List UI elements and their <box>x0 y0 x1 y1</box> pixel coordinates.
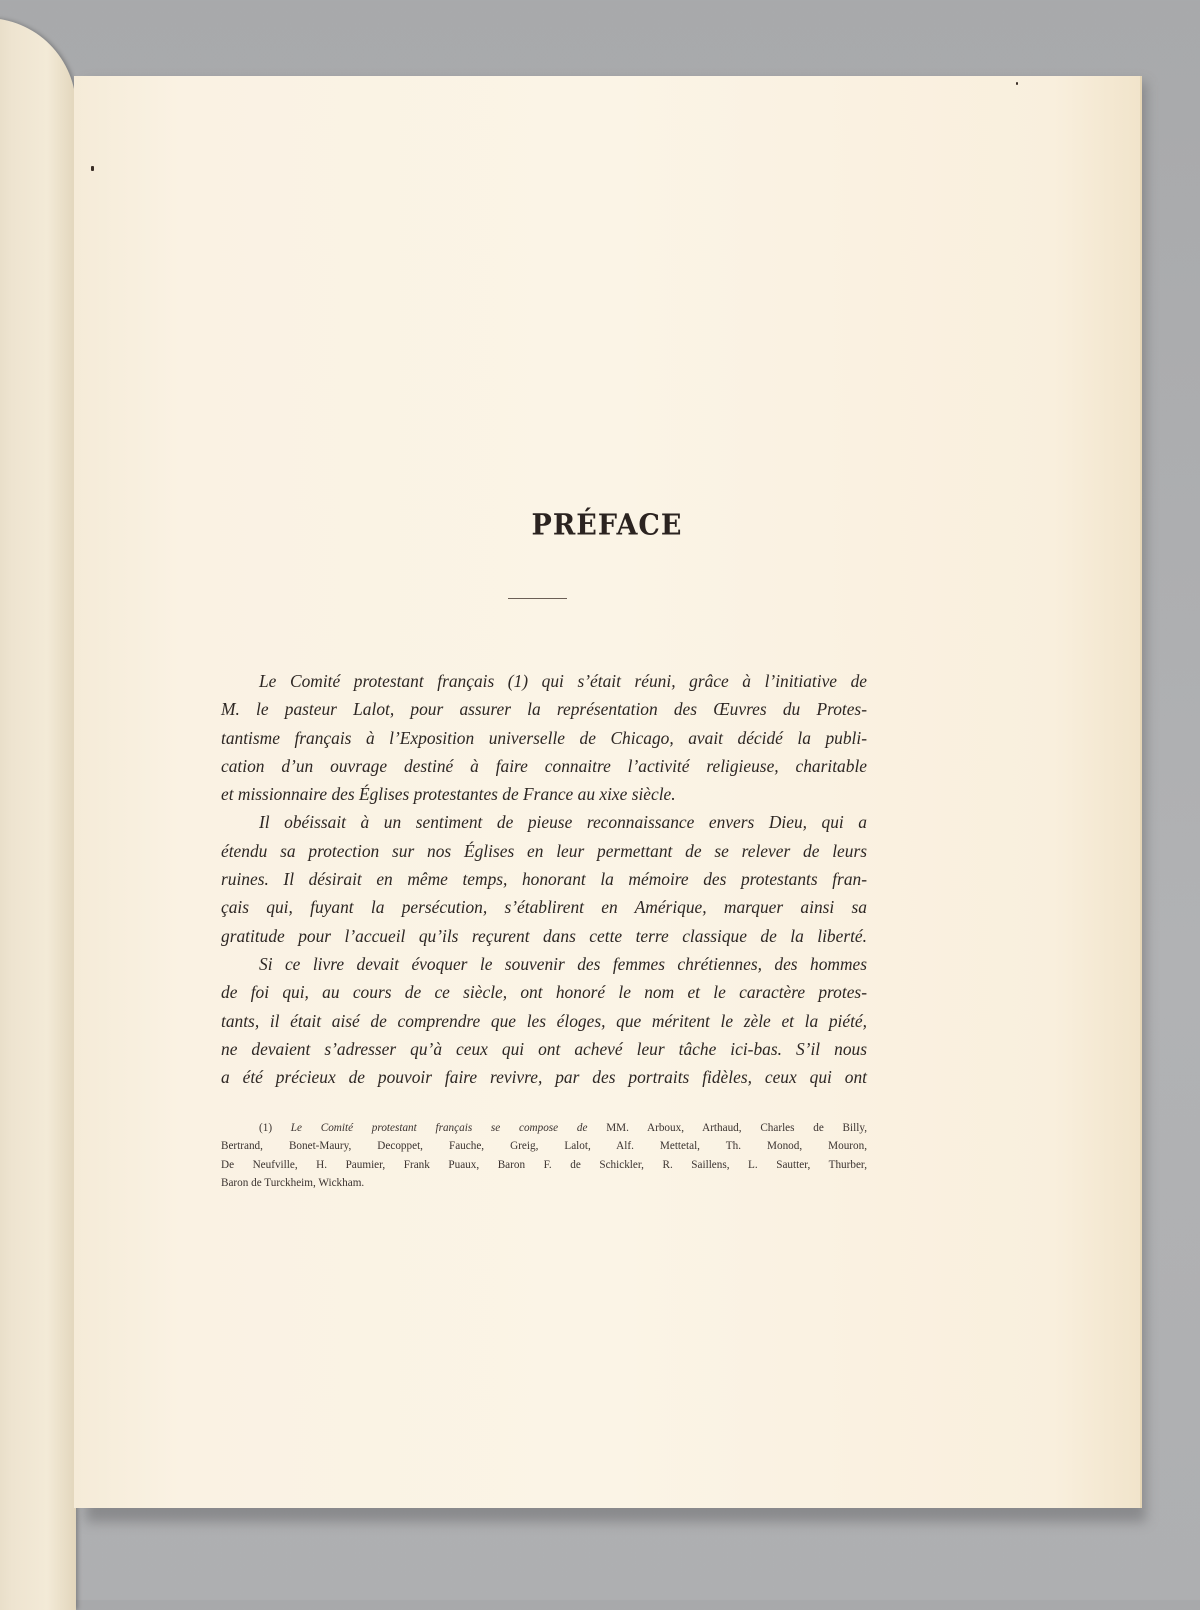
book-page <box>74 76 1142 1508</box>
left-book-leaf <box>0 18 76 1610</box>
page-title: PRÉFACE <box>531 508 683 543</box>
footnote-line <box>221 1119 867 1137</box>
text-line: Le Comité protestant français (1) qui s’était réuni, grâce à l’initiative de <box>259 671 867 691</box>
text-line: cation d’un ouvrage destiné à faire connaitre l’activité religieuse, charitable <box>221 755 867 776</box>
text-line: gratitude pour l’accueil qu’ils reçurent dans cette terre classique de la liberté. <box>221 925 867 946</box>
text-line: ruines. Il désirait en même temps, honorant la mémoire des protestants fran- <box>221 869 867 890</box>
footnote-names: MM. Arboux, Arthaud, Charles de Billy, <box>606 1122 867 1134</box>
text-line: a été précieux de pouvoir faire revivre, par des portraits fidèles, ceux qui ont <box>221 1067 867 1088</box>
preface-body <box>221 667 867 1091</box>
text-line: M. le pasteur Lalot, pour assurer la représentation des Œuvres du Protes- <box>221 699 867 720</box>
text-line: Si ce livre devait évoquer le souvenir des femmes chrétiennes, des hommes <box>259 953 867 974</box>
text-line: tants, il était aisé de comprendre que les éloges, que méritent le zèle et la piété, <box>221 1010 867 1031</box>
text-line: de foi qui, au cours de ce siècle, ont honoré le nom et le caractère protes- <box>221 982 867 1003</box>
paper-speck <box>91 166 94 171</box>
text-line: Il obéissait à un sentiment de pieuse reconnaissance envers Dieu, qui a <box>259 812 867 833</box>
footnote-note: Le Comité protestant français se compose de <box>290 1122 588 1134</box>
text-line: tantisme français à l’Exposition universelle de Chicago, avait décidé la publi- <box>221 727 867 748</box>
text-line: ne devaient s’adresser qu’à ceux qui ont achevé leur tâche ici-bas. S’il nous <box>221 1038 867 1059</box>
text-line: et missionnaire des Églises protestantes de France au xixe siècle. <box>221 784 676 805</box>
paper-speck <box>1016 82 1018 85</box>
text-line: étendu sa protection sur nos Églises en leur permettant de se relever de leurs <box>221 840 867 861</box>
title-divider <box>508 598 567 599</box>
footnote-line: Bertrand, Bonet-Maury, Decoppet, Fauche, Greig, Lalot, Alf. Mettetal, Th. Monod, Mouron, <box>221 1140 867 1153</box>
text-line: çais qui, fuyant la persécution, s’établirent en Amérique, marquer ainsi sa <box>221 897 867 918</box>
footnote <box>221 1119 867 1192</box>
footnote-line: Baron de Turckheim, Wickham. <box>221 1176 365 1189</box>
footnote-marker: (1) <box>259 1122 273 1134</box>
footnote-line: De Neufville, H. Paumier, Frank Puaux, Baron F. de Schickler, R. Saillens, L. Sautter, Thurber, <box>221 1158 867 1171</box>
